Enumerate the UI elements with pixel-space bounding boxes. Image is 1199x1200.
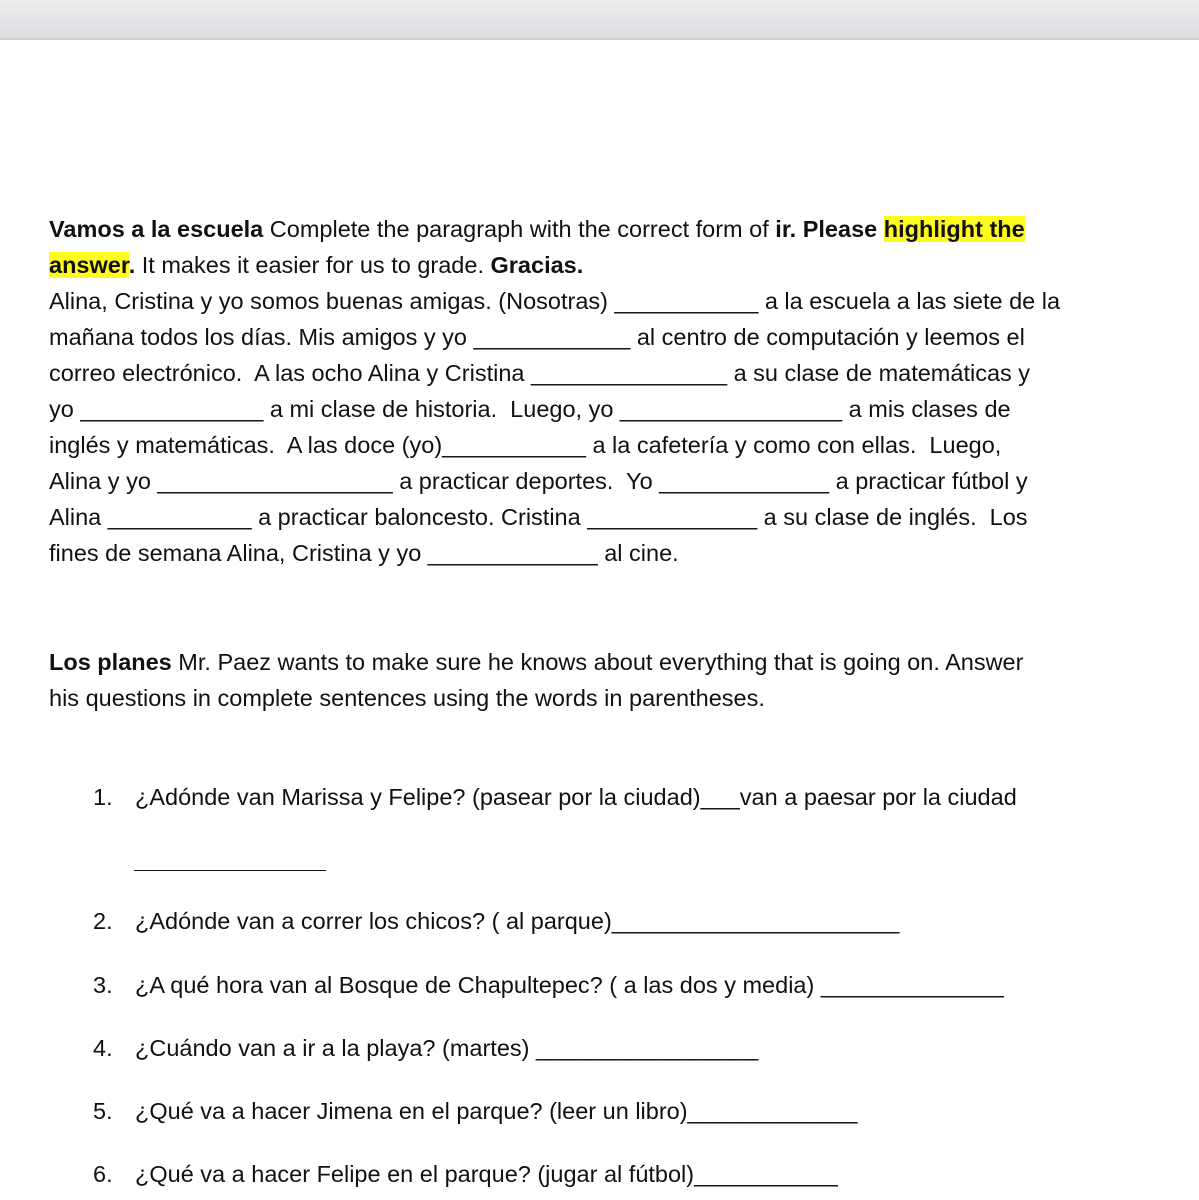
paragraph-text: Alina ___________ a practicar baloncesto. Cristina _____________ a su clase de inglés. Los [49, 504, 1028, 530]
los-planes-title: Los planes [49, 649, 172, 675]
paragraph-text: It makes it easier for us to grade. [135, 252, 491, 278]
question-5 [93, 1096, 857, 1126]
question-2 [93, 906, 899, 936]
paragraph-line [49, 463, 1189, 499]
bold-text: Vamos a la escuela [49, 216, 264, 242]
paragraph-line [49, 499, 1189, 535]
question-text: ¿Qué va a hacer Felipe en el parque? (jugar al fútbol)___________ [135, 1161, 838, 1187]
highlighted-text: answer [49, 252, 129, 278]
question-3 [93, 970, 1004, 1000]
paragraph-line [49, 211, 1189, 247]
paragraph-line [49, 355, 1189, 391]
question-4 [93, 1033, 758, 1063]
question-number: 2. [93, 908, 113, 934]
question-text: ¿Cuándo van a ir a la playa? (martes) _________________ [135, 1035, 759, 1061]
question-number: 5. [93, 1098, 113, 1124]
question-number: 4. [93, 1035, 113, 1061]
paragraph-text: fines de semana Alina, Cristina y yo _____________ al cine. [49, 540, 679, 566]
bold-text: ir. Please [775, 216, 884, 242]
question-text: ¿Qué va a hacer Jimena en el parque? (leer un libro)_____________ [135, 1098, 858, 1124]
question-number: 1. [93, 784, 113, 810]
paragraph-text: mañana todos los días. Mis amigos y yo ____________ al centro de computación y leemos el [49, 324, 1025, 350]
paragraph-line [49, 427, 1189, 463]
paragraph-text: Alina y yo __________________ a practicar deportes. Yo _____________ a practicar fútbol y [49, 468, 1028, 494]
paragraph-text: correo electrónico. A las ocho Alina y Cristina _______________ a su clase de matemáticas y [49, 360, 1031, 386]
paragraph-line [49, 391, 1189, 427]
bold-text: . [128, 252, 136, 278]
question-number: 3. [93, 972, 113, 998]
question-text: ¿A qué hora van al Bosque de Chapultepec? ( a las dos y media) ______________ [135, 972, 1004, 998]
paragraph-text: Complete the paragraph with the correct form of [263, 216, 776, 242]
los-planes-instructions-line-1 [49, 644, 1189, 680]
question-text: ¿Adónde van Marissa y Felipe? (pasear por la ciudad)___van a paesar por la ciudad [135, 784, 1017, 810]
highlighted-text: highlight the [883, 216, 1025, 242]
paragraph-line [49, 535, 1189, 571]
los-planes-instructions-line-2: his questions in complete sentences using the words in parentheses. [49, 685, 765, 711]
paragraph-text: yo ______________ a mi clase de historia. Luego, yo _________________ a mis clases de [49, 396, 1011, 422]
question-1 [93, 782, 1017, 812]
exercise-los-planes [49, 644, 1189, 716]
paragraph-line [49, 247, 1189, 283]
question-number: 6. [93, 1161, 113, 1187]
paragraph-text: Alina, Cristina y yo somos buenas amigas. (Nosotras) ___________ a la escuela a las siete de la [49, 288, 1061, 314]
paragraph-text: inglés y matemáticas. A las doce (yo)___________ a la cafetería y como con ellas. Luego, [49, 432, 1002, 458]
paragraph-line [49, 319, 1189, 355]
question-text: ¿Adónde van a correr los chicos? ( al parque)______________________ [135, 908, 900, 934]
window-top-bar [0, 0, 1199, 40]
question-6 [93, 1159, 838, 1189]
paragraph-line [49, 283, 1189, 319]
los-planes-instructions-text: Mr. Paez wants to make sure he knows about everything that is going on. Answer [171, 649, 1024, 675]
answer-blank-line [134, 870, 326, 871]
exercise-vamos-a-la-escuela [49, 211, 1189, 571]
bold-text: Gracias. [490, 252, 584, 278]
